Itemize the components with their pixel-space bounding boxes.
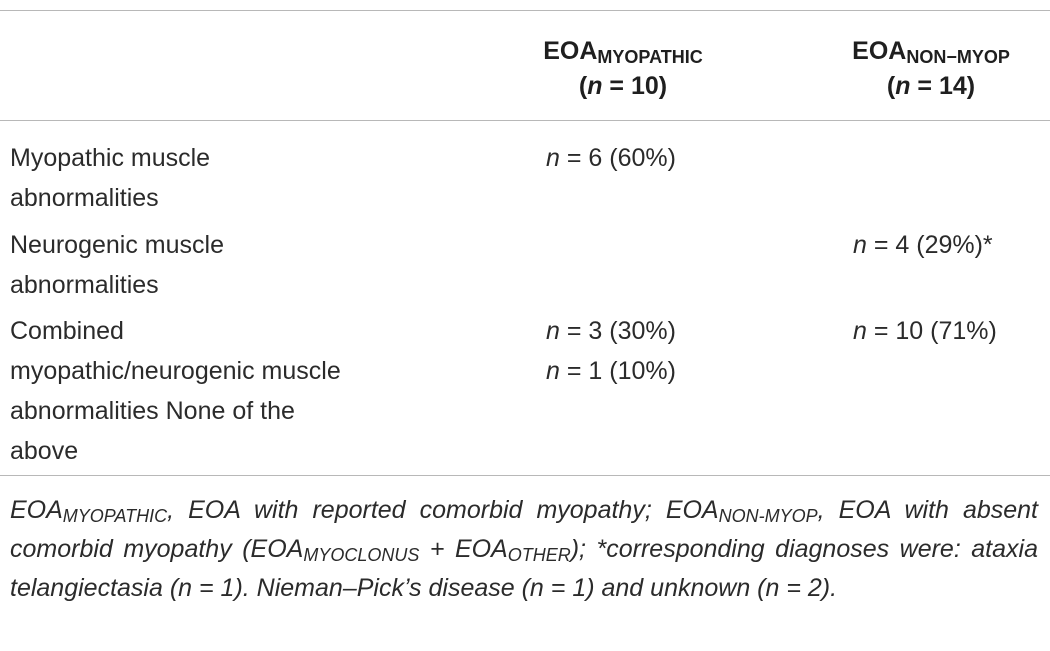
cell-value: n = 6 (60%): [546, 144, 676, 172]
cell-combined-col2: [853, 311, 997, 351]
column-header-non-myopathic: [826, 34, 1036, 104]
row-label-line: Neurogenic muscle: [10, 231, 224, 259]
column-header-title: $EOA_{MYOPATHIC}$: [543, 37, 703, 67]
row-label-neurogenic: [10, 225, 430, 305]
cell-value: n = 3 (30%): [546, 317, 676, 345]
row-label-combined: [10, 311, 430, 471]
cell-myopathic-col1: [546, 138, 676, 178]
table-bottom-rule: [0, 475, 1050, 476]
cell-value: n = 1 (10%): [546, 357, 676, 385]
row-label-line: abnormalities: [10, 271, 159, 299]
column-header-myopathic: [518, 34, 728, 104]
cell-value: n = 4 (29%)*: [853, 231, 993, 259]
column-header-title: $EOA_{NON-MYOP}$: [852, 37, 1010, 67]
cell-value: n = 10 (71%): [853, 317, 997, 345]
column-header-count: (n = 10): [578, 72, 668, 100]
row-label-line: myopathic/neurogenic muscle: [10, 357, 341, 385]
row-label-line: Combined: [10, 317, 124, 345]
table-top-rule: [0, 10, 1050, 11]
cell-neurogenic-col2: [853, 225, 993, 265]
table-footnote: $EOA_{MYOPATHIC}$, EOA with reported comorbid myopathy; $EOA_{NON-MYOP}$, EOA with absent comorbid myopathy $(EOA_{MYOCLONUS} + EOA_{OTHER})$; *corresponding diagnoses were: ataxia telangiectasia (n = 1). Nieman–Pick’s disease (n = 1) and unknown (n = 2).: [10, 496, 1039, 602]
table-header-rule: [0, 120, 1050, 121]
row-label-myopathic: [10, 138, 430, 218]
row-label-line: above: [10, 437, 79, 465]
column-header-count: (n = 14): [886, 72, 976, 100]
cell-combined-col1: [546, 311, 676, 391]
row-label-line: abnormalities: [10, 184, 159, 212]
row-label-line: abnormalities None of the: [10, 397, 295, 425]
row-label-line: Myopathic muscle: [10, 144, 211, 172]
